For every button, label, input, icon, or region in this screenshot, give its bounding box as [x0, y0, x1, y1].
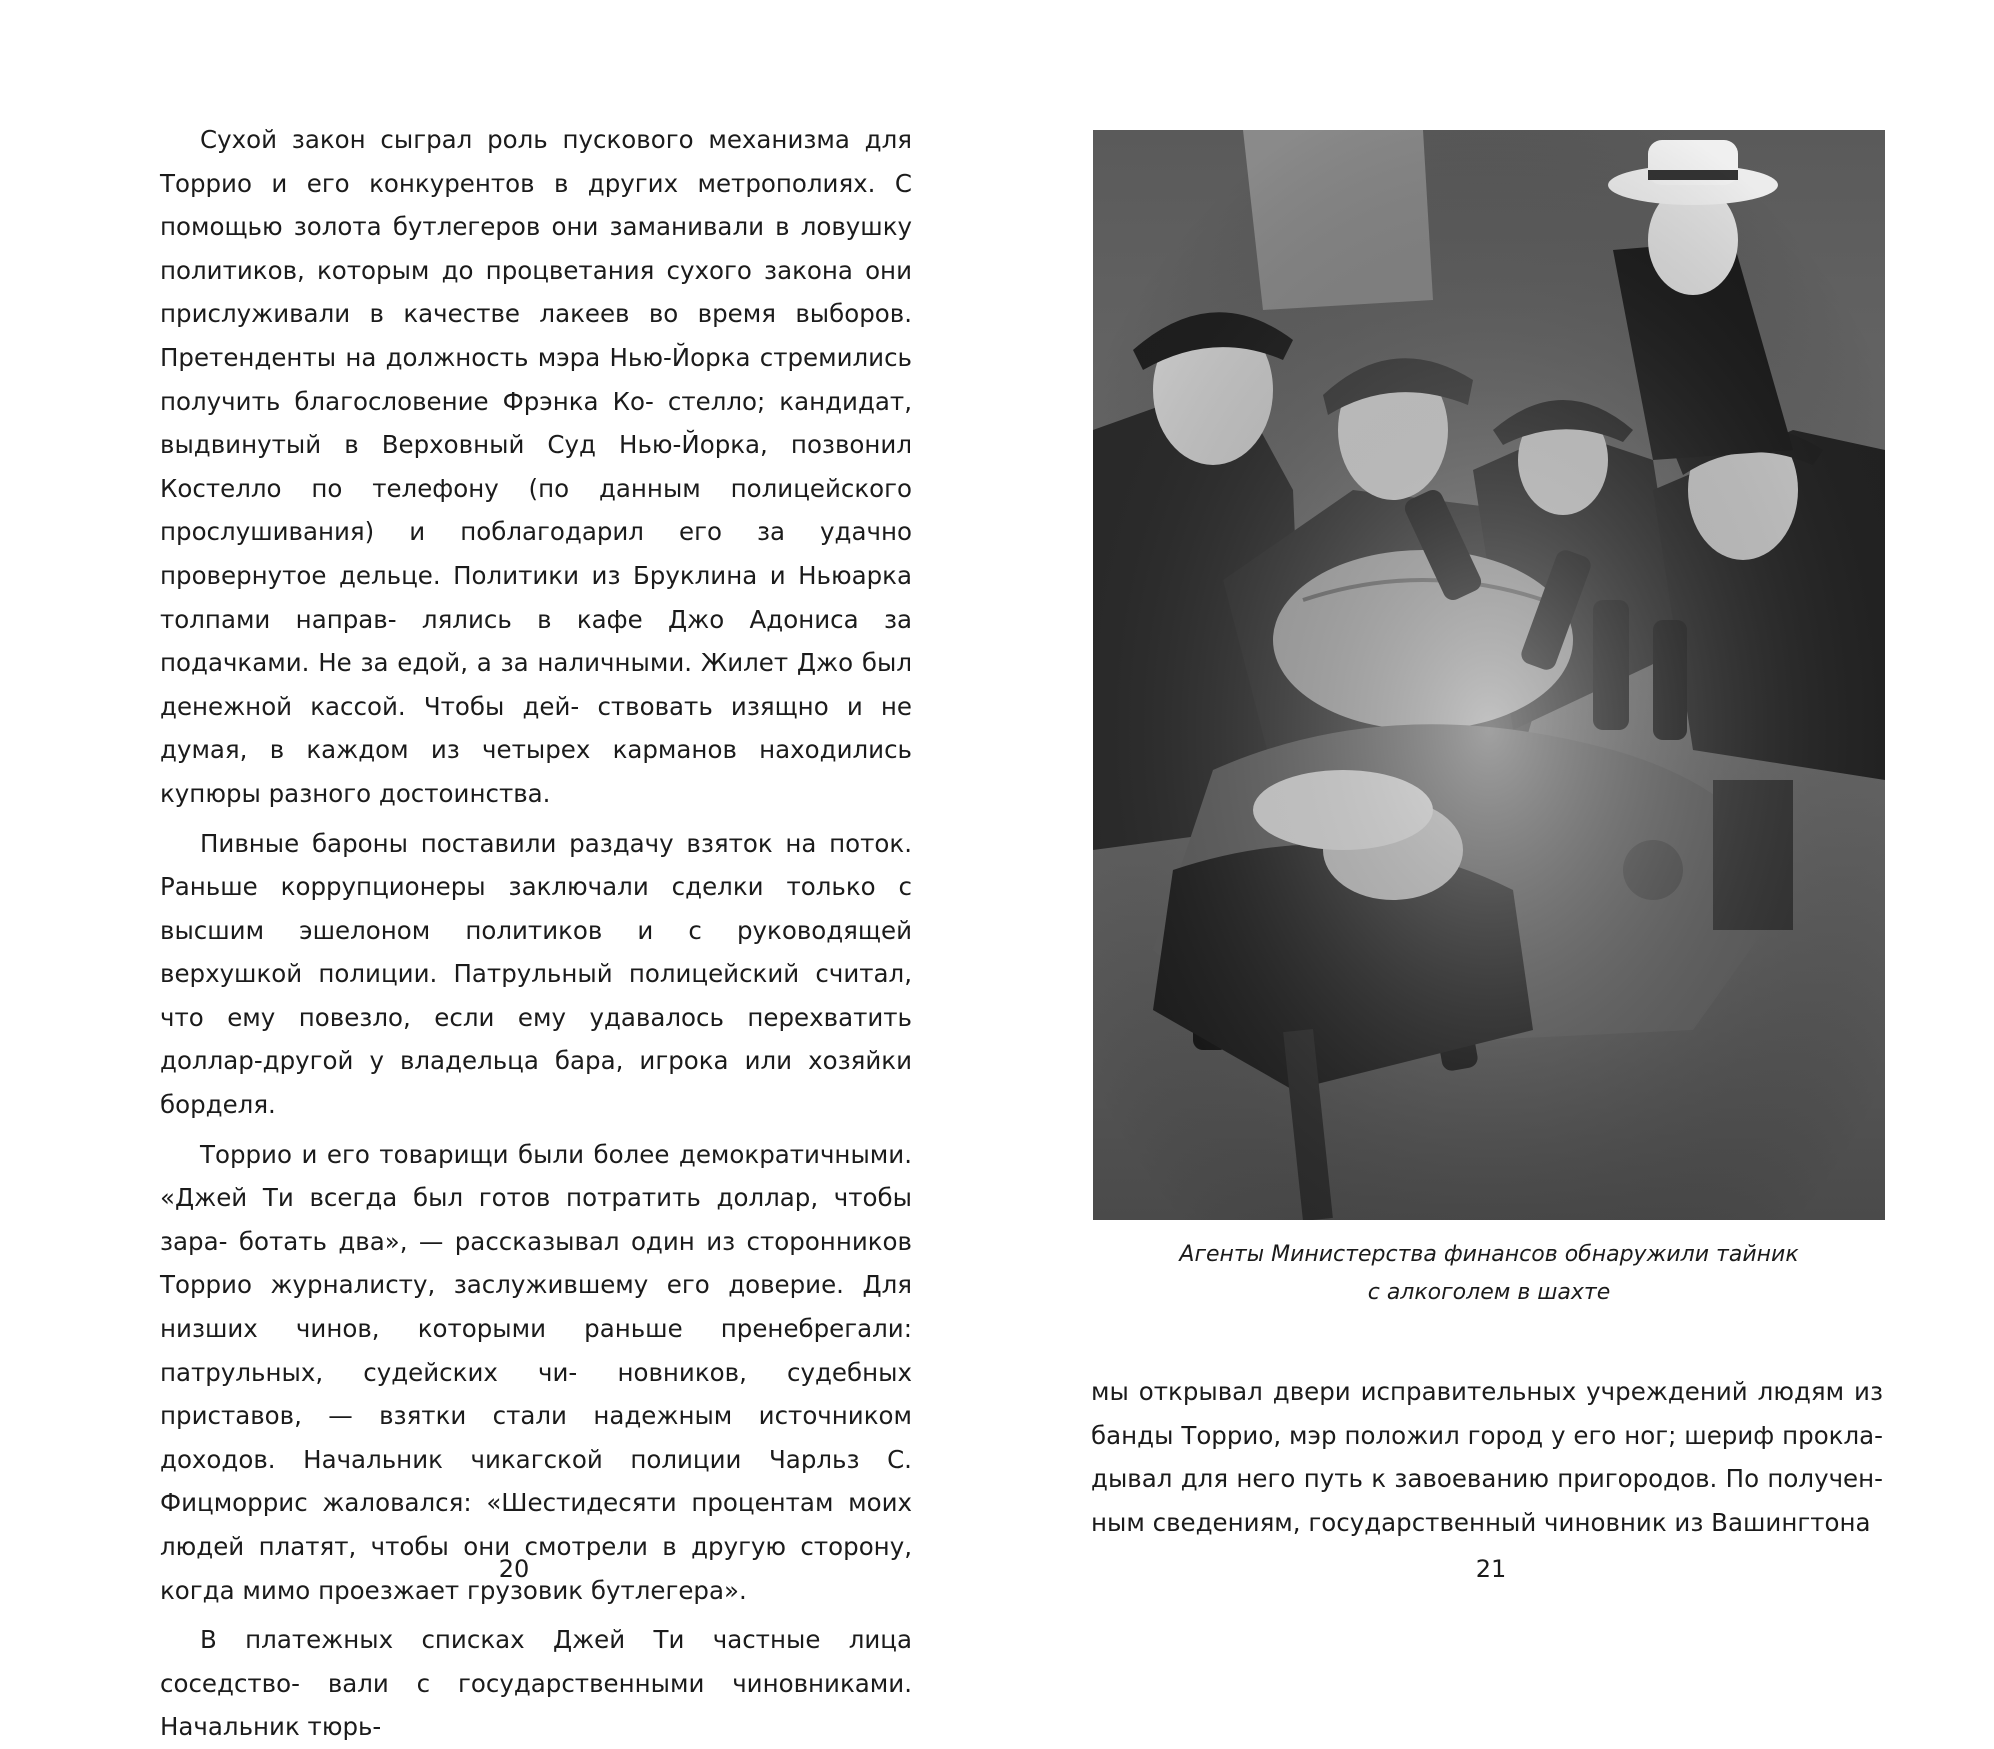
photo-caption: [1093, 1236, 1885, 1312]
text-line: ствовать изящно и не думая, в каждом из четырех карманов: [160, 691, 912, 765]
text-line: бутлегеров они заманивали в ловушку политиков, которым: [160, 212, 912, 285]
paragraph: [1091, 1370, 1883, 1544]
text-line: Патрульный полицейский считал, что ему повезло, если ему: [160, 959, 912, 1032]
text-line: новников, судебных приставов, — взятки стали надежным: [160, 1357, 912, 1431]
text-line: дывал для него путь к завоеванию пригородов. По получен-: [1091, 1464, 1883, 1494]
text-line: банды Торрио, мэр положил город у его ног; шериф прокла-: [1091, 1420, 1883, 1450]
text-line: удавалось перехватить доллар-другой у владельца бара,: [160, 1002, 912, 1076]
paragraph: [160, 118, 912, 816]
text-line: «Джей Ти всегда был готов потратить доллар, чтобы зара-: [160, 1183, 912, 1256]
paragraph: [160, 822, 912, 1127]
text-line: Раньше коррупционеры заключали сделки только с высшим: [160, 872, 912, 945]
text-line: стелло; кандидат, выдвинутый в Верховный Суд Нью-Йорка,: [160, 386, 912, 460]
archival-photo-icon: [1093, 130, 1885, 1220]
text-line: эшелоном политиков и с руководящей верхушкой полиции.: [160, 915, 912, 989]
text-line: позвонил Костелло по телефону (по данным полицейского: [160, 430, 912, 503]
left-page-body: [160, 118, 912, 1749]
paragraph: [160, 1133, 912, 1613]
text-line: Торрио и его товарищи были более демократичными.: [200, 1139, 912, 1169]
paragraph: [160, 1618, 912, 1749]
text-line: прослушивания) и поблагодарил его за удачно провернутое: [160, 517, 912, 590]
text-line: до процветания сухого закона они прислуживали в качестве: [160, 255, 913, 329]
page-number: 20: [498, 1555, 530, 1583]
right-page: [997, 0, 1994, 1667]
text-line: и его конкурентов в других метрополиях. С помощью золота: [160, 168, 912, 242]
text-line: Пивные бароны поставили раздачу взяток на поток.: [200, 828, 912, 858]
text-line: ным сведениям, государственный чиновник из Вашингтона: [1091, 1507, 1871, 1537]
text-line: Сухой закон сыграл роль пускового механизма для Торрио: [160, 125, 912, 198]
text-line: С. Фицморрис жаловался: «Шестидесяти процентам моих: [160, 1444, 912, 1518]
text-line: мимо проезжает грузовик бутлегера».: [242, 1575, 747, 1605]
text-line: которыми раньше пренебрегали: патрульных, судейских чи-: [160, 1314, 912, 1387]
caption-line: Агенты Министерства финансов обнаружили тайник: [1179, 1242, 1799, 1267]
text-line: ботать два», — рассказывал один из сторонников Торрио: [160, 1226, 912, 1300]
text-line: вали с государственными чиновниками. Начальник тюрь-: [160, 1668, 912, 1742]
page-number: 21: [1475, 1555, 1507, 1583]
text-line: игрока или хозяйки борделя.: [160, 1046, 912, 1120]
archival-photo: [1093, 130, 1885, 1220]
right-page-body: [1091, 1370, 1883, 1544]
text-line: лакеев во время выборов. Претенденты на должность мэра: [160, 299, 913, 372]
text-line: мы открывал двери исправительных учреждений людям из: [1091, 1377, 1883, 1406]
text-line: дельце. Политики из Бруклина и Ньюарка толпами направ-: [160, 560, 912, 634]
text-line: лялись в кафе Джо Адониса за подачками. Не за едой, а за: [160, 604, 912, 678]
left-page: [0, 0, 997, 1742]
caption-line: с алкоголем в шахте: [1367, 1280, 1611, 1305]
text-line: людей платят, чтобы они смотрели в другую сторону, когда: [160, 1532, 912, 1605]
text-line: журналисту, заслужившему его доверие. Для низших чинов,: [160, 1270, 912, 1344]
text-line: источником доходов. Начальник чикагской полиции Чарльз: [160, 1401, 912, 1474]
text-line: наличными. Жилет Джо был денежной кассой. Чтобы дей-: [160, 648, 913, 721]
text-line: В платежных списках Джей Ти частные лица соседство-: [160, 1625, 912, 1698]
text-line: находились купюры разного достоинства.: [160, 735, 912, 808]
text-line: Нью-Йорка стремились получить благословение Фрэнка Ко-: [160, 342, 912, 416]
